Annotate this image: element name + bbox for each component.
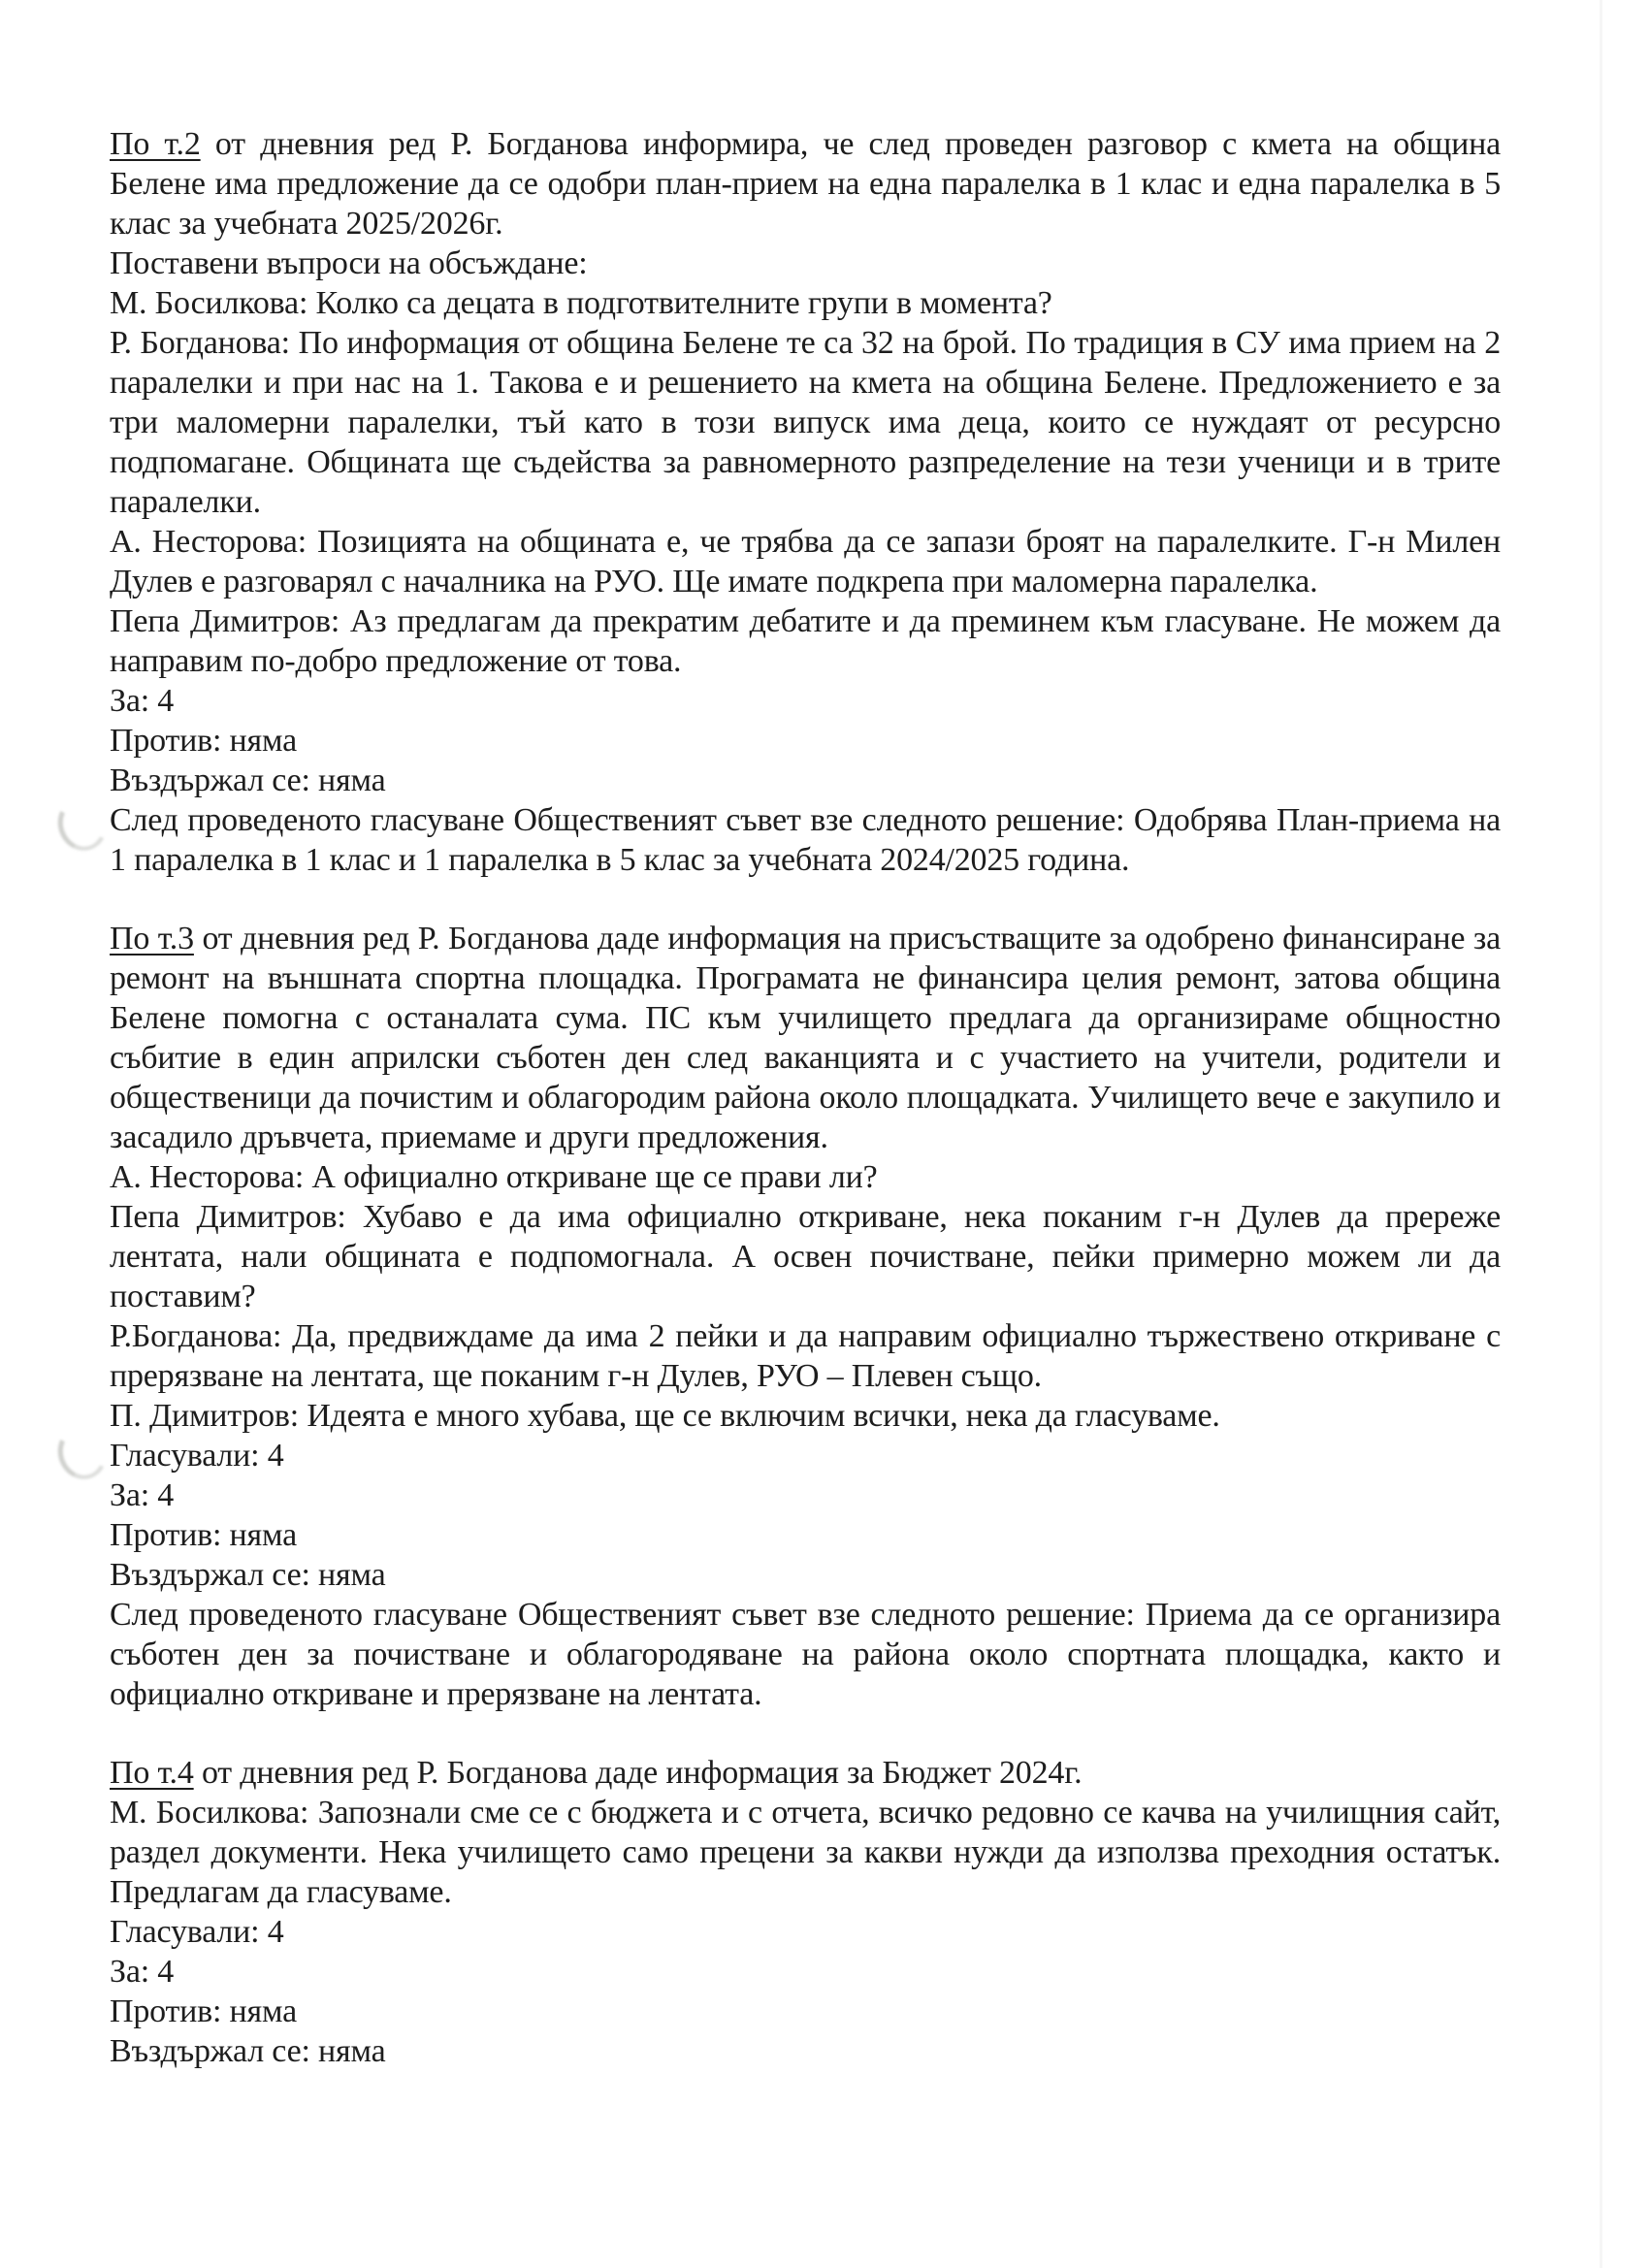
vote-against-line: Против: няма (110, 723, 297, 759)
speaker-paragraph: Пепа Димитров: Хубаво е да има официално откриване, нека поканим г-н Дулев да пререже лентата, нали общината е подпомогнала. А освен почистване, пейки примерно можем ли да поставим? (110, 1199, 1501, 1314)
agenda-item-2-intro (110, 124, 1501, 243)
scan-artifact-crescent (51, 1420, 114, 1486)
scan-artifact-vertical-line (1600, 0, 1602, 2268)
vote-for-line: За: 4 (110, 683, 175, 719)
meeting-minutes-text (110, 124, 1501, 2071)
agenda-item-2-lead: По т.2 (110, 126, 201, 162)
agenda-item-3-intro (110, 919, 1501, 1157)
agenda-item-4-lead: По т.4 (110, 1755, 194, 1791)
section-agenda-item-4 (110, 1753, 1501, 2071)
discussion-prompt: Поставени въпроси на обсъждане: (110, 245, 588, 281)
speaker-paragraph: Р. Богданова: По информация от община Белене те са 32 на брой. По традиция в СУ има прием на 2 паралелки и при нас на 1. Такова е и решението на кмета на община Белене. Предложението е за три маломерни паралелки, тъй като в този випуск има деца, които се нуждаят от ресурсно подпомагане. Общината ще съдейства за равномерното разпределение на тези ученици и в трите паралелки. (110, 325, 1501, 520)
agenda-item-4-intro-text: от дневния ред Р. Богданова даде информация за Бюджет 2024г. (193, 1755, 1083, 1791)
speaker-paragraph: А. Несторова: Позицията на общината е, че трябва да се запази броят на паралелките. Г-н Милен Дулев е разговарял с началника на РУО. Ще имате подкрепа при маломерна паралелка. (110, 524, 1501, 599)
vote-for-line: За: 4 (110, 1477, 175, 1513)
vote-against-line: Против: няма (110, 1993, 297, 2029)
speaker-paragraph: Пепа Димитров: Аз предлагам да прекратим дебатите и да преминем към гласуване. Не можем да направим по-добро предложение от това. (110, 603, 1501, 679)
speaker-paragraph: П. Димитров: Идеята е много хубава, ще се включим всички, нека да гласуваме. (110, 1398, 1220, 1434)
vote-abstain-line: Въздържал се: няма (110, 1557, 386, 1593)
decision-paragraph: След проведеното гласуване Общественият съвет взе следното решение: Приема да се организира съботен ден за почистване и облагородяване на района около спортната площадка, както и официално откриване и прерязване на лентата. (110, 1597, 1501, 1712)
speaker-paragraph: Р.Богданова: Да, предвиждаме да има 2 пейки и да направим официално тържествено откриване с прерязване на лентата, ще поканим г-н Дулев, РУО – Плевен също. (110, 1318, 1501, 1394)
voters-count-line: Гласували: 4 (110, 1438, 284, 1474)
agenda-item-2-intro-text: от дневния ред Р. Богданова информира, че след проведен разговор с кмета на община Белене има предложение да се одобри план-прием на една паралелка в 1 клас и една паралелка в 5 клас за учебната 2025/2026г. (110, 126, 1501, 242)
speaker-paragraph: А. Несторова: А официално откриване ще се прави ли? (110, 1159, 878, 1195)
agenda-item-3-intro-text: от дневния ред Р. Богданова даде информация на присъстващите за одобрено финансиране за ремонт на външната спортна площадка. Програмата не финансира целия ремонт, затова община Белене помогна с останалата сума. ПС към училището предлага да организираме общностно събитие в един априлски съботен ден след ваканцията и с участието на учители, родители и общественици да почистим и облагородим района около площадката. Училището вече е закупило и засадило дръвчета, приемаме и други предложения. (110, 921, 1501, 1155)
agenda-item-4-intro (110, 1753, 1501, 1793)
speaker-paragraph: М. Босилкова: Колко са децата в подготвителните групи в момента? (110, 285, 1052, 321)
voters-count-line: Гласували: 4 (110, 1914, 284, 1950)
speaker-paragraph: М. Босилкова: Запознали сме се с бюджета и с отчета, всичко редовно се качва на училищния сайт, раздел документи. Нека училището само прецени за какви нужди да използва преходния остатък. Предлагам да гласуваме. (110, 1795, 1501, 1910)
vote-abstain-line: Въздържал се: няма (110, 2033, 386, 2069)
decision-paragraph: След проведеното гласуване Общественият съвет взе следното решение: Одобрява План-приема на 1 паралелка в 1 клас и 1 паралелка в 5 клас за учебната 2024/2025 година. (110, 802, 1501, 878)
section-agenda-item-2 (110, 124, 1501, 880)
agenda-item-3-lead: По т.3 (110, 921, 194, 956)
vote-against-line: Против: няма (110, 1517, 297, 1553)
vote-abstain-line: Въздържал се: няма (110, 762, 386, 798)
scan-artifact-crescent (51, 792, 114, 858)
section-agenda-item-3 (110, 919, 1501, 1714)
vote-for-line: За: 4 (110, 1954, 175, 1990)
